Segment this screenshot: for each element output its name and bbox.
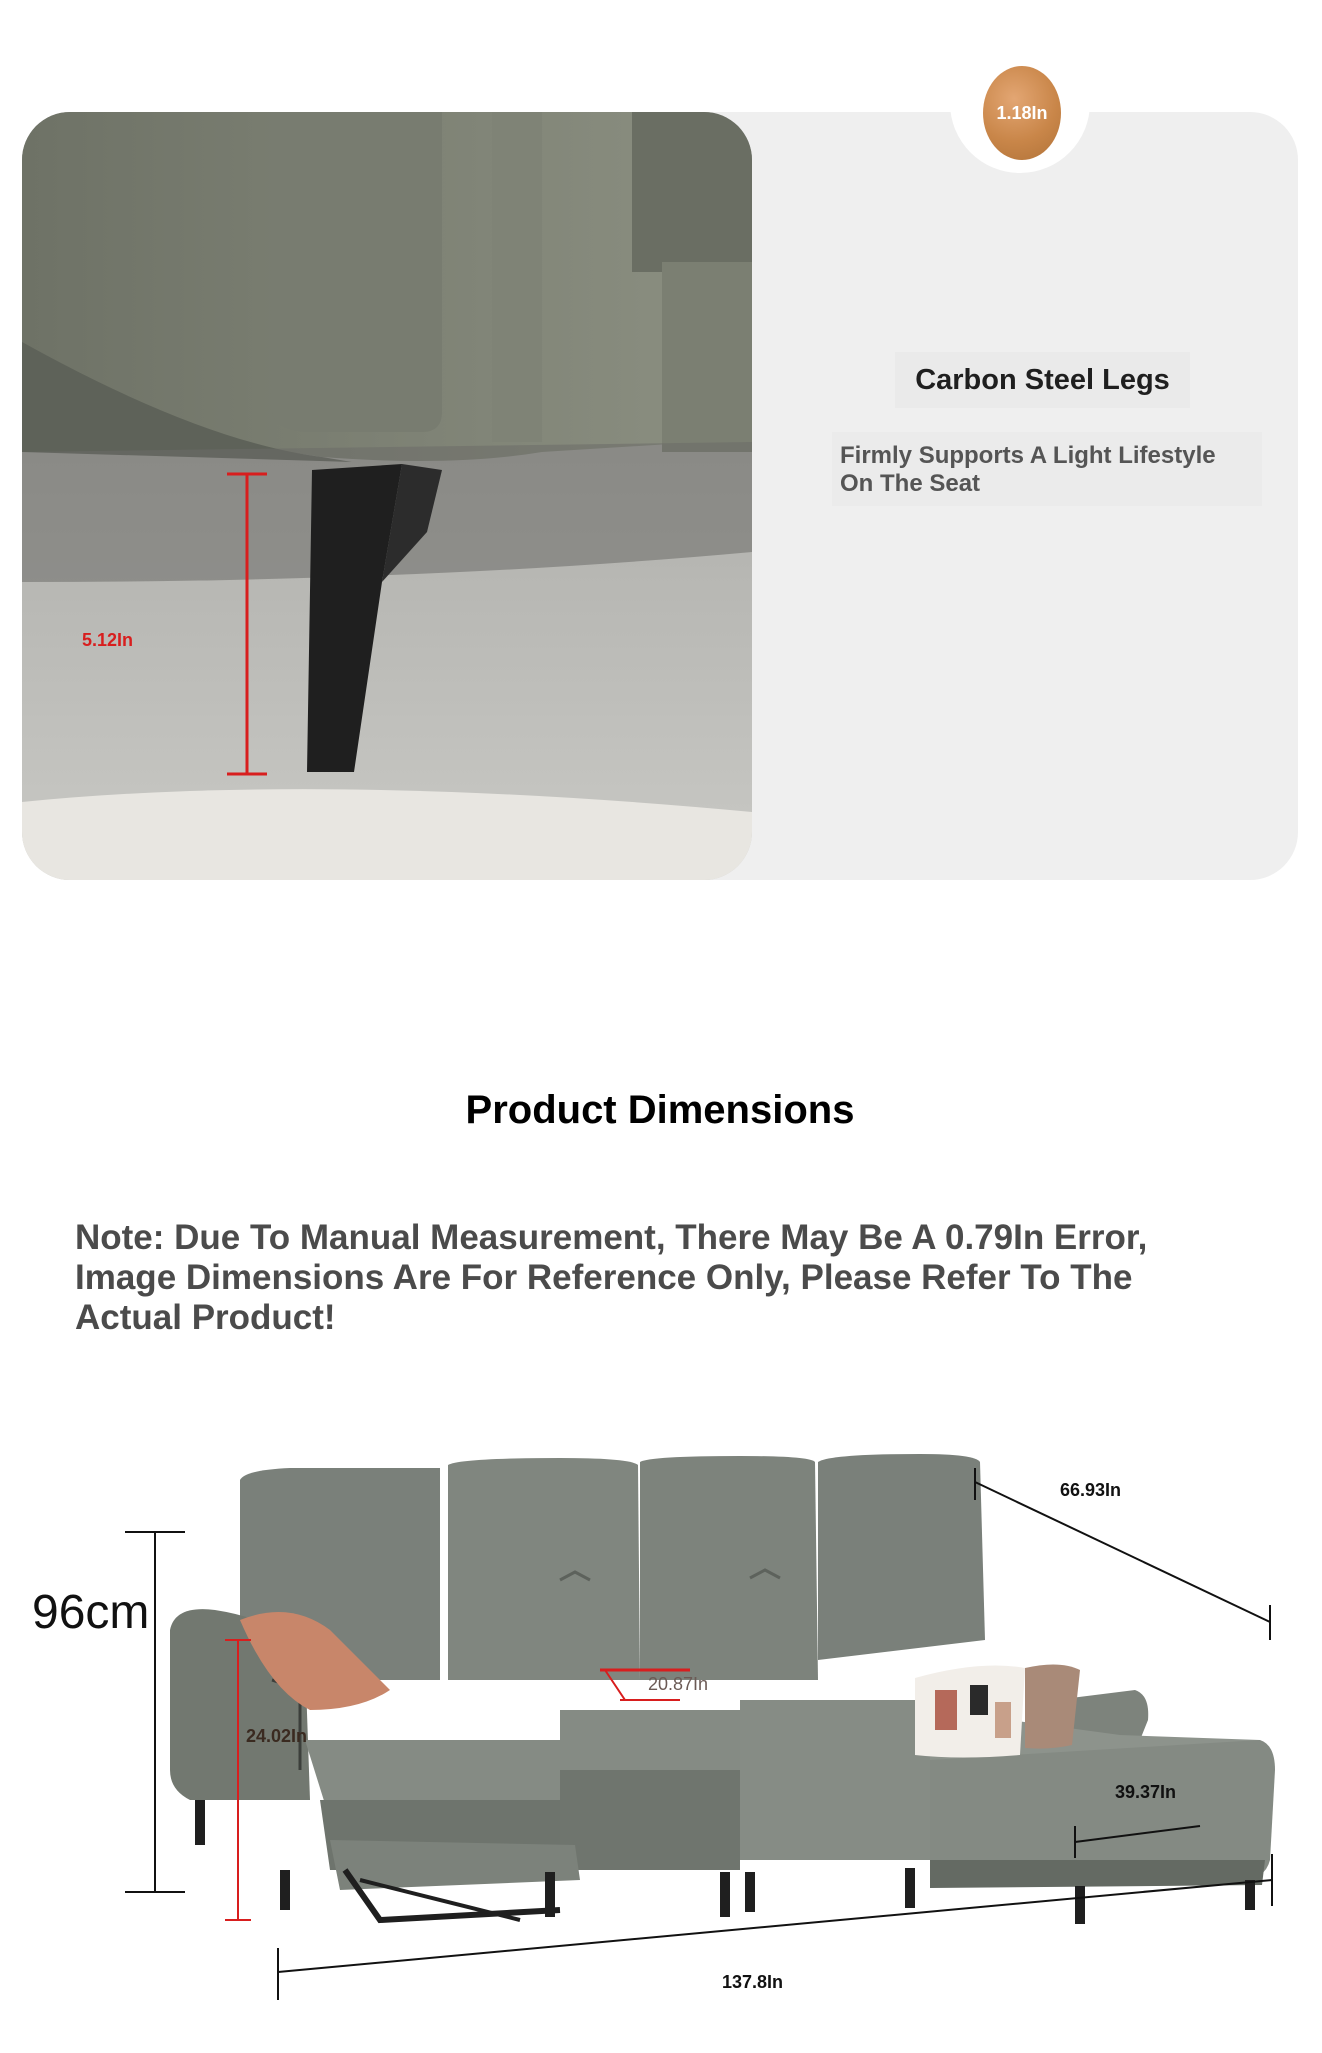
measurement-note: Note: Due To Manual Measurement, There May Be A 0.79In Error, Image Dimensions Are For Reference Only, Please Refer To The Actual Product!: [75, 1218, 1148, 1337]
sofa-dimension-figure: [0, 1440, 1322, 2048]
leg-height-label: 5.12In: [82, 630, 134, 650]
leg-diameter-badge: 1.18In: [983, 66, 1061, 160]
height-label: 96cm: [32, 1586, 150, 1639]
feature-subtitle: [832, 432, 1262, 506]
sofa-leg-photo: [22, 112, 752, 880]
feature-subtitle-line2: On The Seat: [840, 470, 981, 497]
chaise-width-label: 39.37In: [1115, 1782, 1177, 1802]
sofa-leg-illustration: [22, 112, 752, 880]
feature-title: Carbon Steel Legs: [895, 352, 1190, 408]
feature-subtitle-line1: Firmly Supports A Light Lifestyle: [840, 442, 1216, 469]
seat-depth-label: 20.87In: [648, 1674, 709, 1694]
section-title: Product Dimensions: [465, 1087, 855, 1132]
chaise-length-label: 66.93In: [1060, 1480, 1122, 1500]
total-length-label: 137.8In: [722, 1972, 784, 1992]
sofa-illustration: [0, 1440, 1322, 2048]
seat-height-label: 24.02In: [246, 1726, 308, 1746]
